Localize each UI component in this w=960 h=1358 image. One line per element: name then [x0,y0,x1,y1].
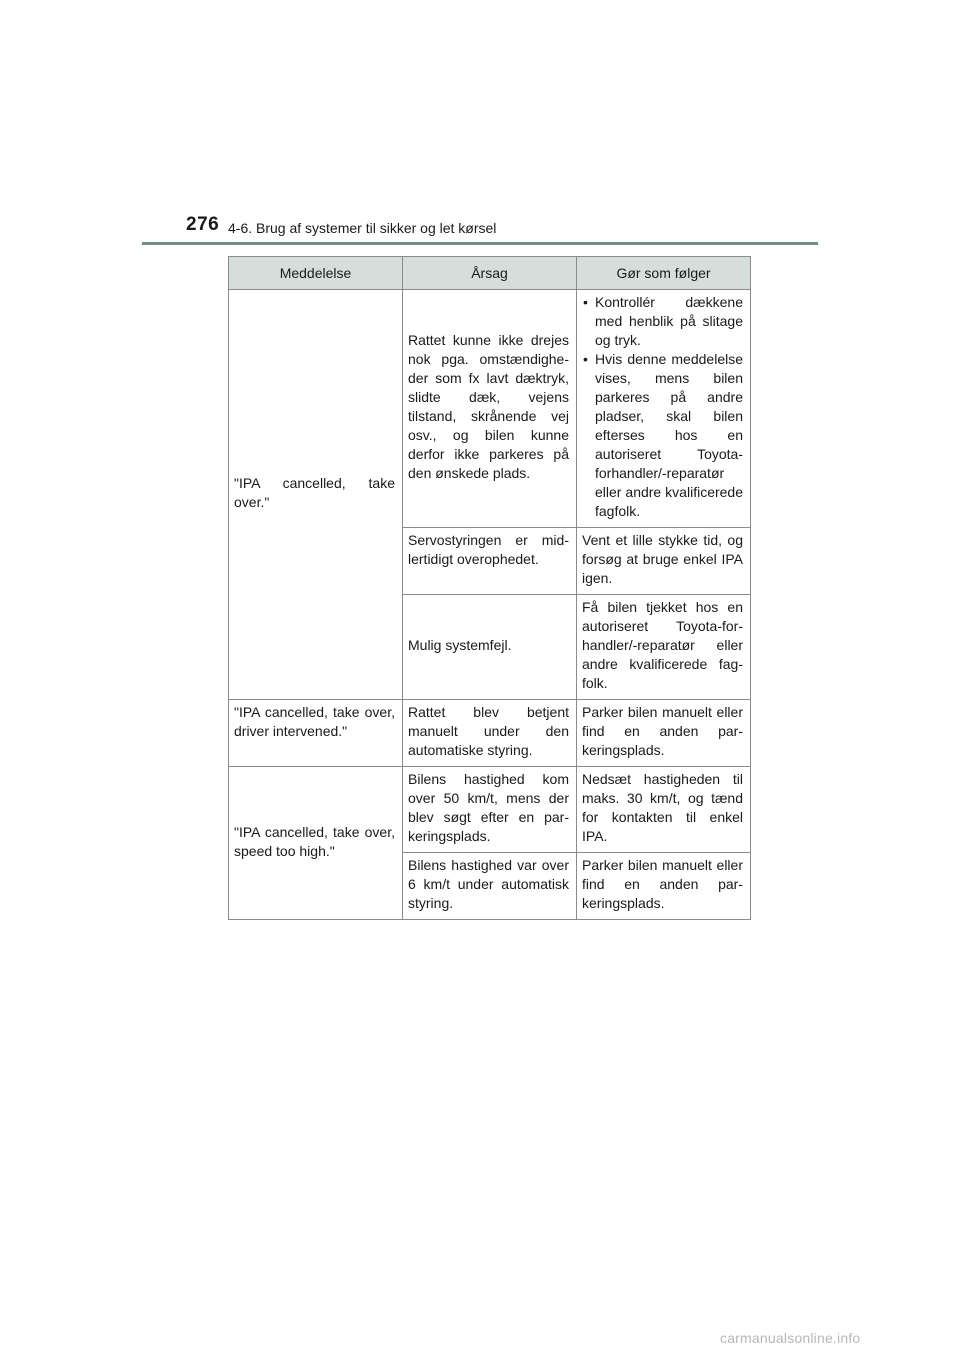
cause-cell: Bilens hastighed kom over 50 km/t, mens der blev søgt efter en parkeringsplads. [403,767,577,853]
table-row [229,767,751,853]
header-message: Meddelelse [229,257,403,290]
message-cell: "IPA cancelled, take over." [229,290,403,700]
action-cell: Parker bilen manuelt eller find en anden parkeringsplads. [577,700,751,767]
table-row [229,290,751,528]
table-header-row [229,257,751,290]
action-cell: Nedsæt hastigheden til maks. 30 km/t, og tænd for kontakten til enkel IPA. [577,767,751,853]
message-table [228,256,751,920]
table-row [229,700,751,767]
action-cell: Parker bilen manuelt eller find en anden parkeringsplads. [577,853,751,920]
header-action: Gør som følger [577,257,751,290]
message-cell: "IPA cancelled, take over, driver intervened." [229,700,403,767]
action-cell: Vent et lille stykke tid, og forsøg at bruge enkel IPA igen. [577,528,751,595]
action-bullet-list [582,293,743,521]
action-cell [577,290,751,528]
header-rule [142,242,818,245]
cause-cell: Servostyringen er midlertidigt overophedet. [403,528,577,595]
cause-cell: Bilens hastighed var over 6 km/t under automatisk styring. [403,853,577,920]
cause-cell: Rattet blev betjent manuelt under den automatiske styring. [403,700,577,767]
list-item: • Hvis denne meddelelse vises, mens bilen parkeres på andre pladser, skal bilen efterses hos en autoriseret Toyota-forhandler/-reparatør eller andre kvalificerede fagfolk. [582,350,743,521]
list-item: • Kontrollér dækkene med henblik på slitage og tryk. [582,293,743,350]
watermark: carmanualsonline.info [720,1330,861,1346]
cause-cell: Rattet kunne ikke drejes nok pga. omstændigheder som fx lavt dæktryk, slidte dæk, vejens tilstand, skrånende vej osv., og bilen kunne derfor ikke parkeres på den ønskede plads. [403,290,577,528]
action-cell: Få bilen tjekket hos en autoriseret Toyota-forhandler/-reparatør eller andre kvalificerede fagfolk. [577,595,751,700]
cause-cell: Mulig systemfejl. [403,595,577,700]
header-cause: Årsag [403,257,577,290]
section-title: 4-6. Brug af systemer til sikker og let kørsel [228,220,497,236]
message-cell: "IPA cancelled, take over, speed too high." [229,767,403,920]
page-number: 276 [186,214,220,235]
